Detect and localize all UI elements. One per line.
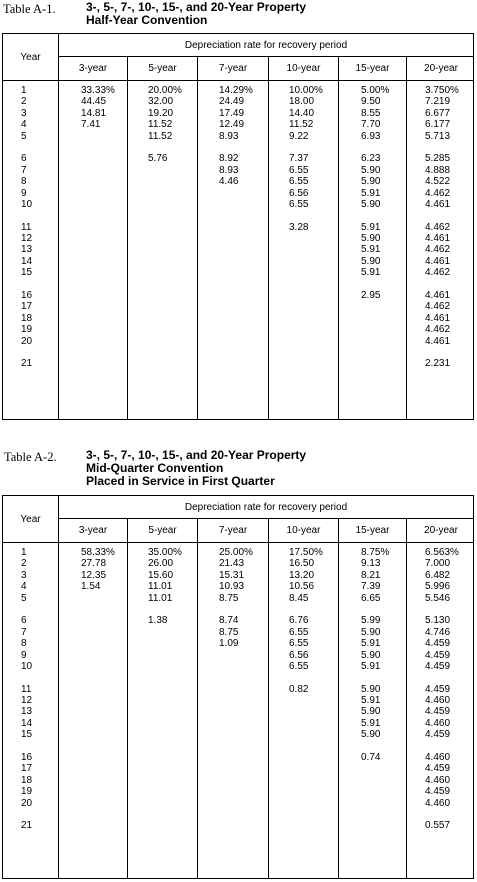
rate-cell-15-year: 5.91: [361, 661, 381, 673]
rate-cell-20-year: 4.462: [425, 267, 451, 279]
rate-cell-10-year: 6.76: [289, 615, 309, 627]
rate-cell-7-year: 4.46: [219, 176, 239, 188]
rate-cell-20-year: 4.462: [425, 221, 451, 233]
table-a2-caption: [0, 447, 477, 494]
year-cell: 1: [21, 85, 27, 96]
table-row: [3, 786, 473, 797]
year-cell: 3: [21, 569, 27, 581]
rate-cell-20-year: 5.996: [425, 581, 451, 593]
year-cell: 15: [21, 267, 33, 279]
rate-cell-10-year: 6.55: [289, 176, 309, 188]
year-cell: 13: [21, 244, 33, 256]
rate-cell-10-year: 7.37: [289, 153, 309, 165]
rate-cell-20-year: 4.746: [425, 626, 451, 638]
rate-cell-5-year: 1.38: [148, 615, 168, 627]
year-cell: 17: [21, 763, 33, 775]
year-cell: 10: [21, 661, 33, 673]
table-row: [3, 593, 473, 604]
period-header-15-year: 15-year: [339, 519, 407, 542]
table-row: [3, 775, 473, 786]
rate-cell-5-year: 32.00: [148, 96, 174, 108]
table-row: [3, 729, 473, 740]
rate-cell-15-year: 6.23: [361, 153, 381, 165]
year-column-header: Year: [3, 496, 59, 543]
rate-cell-15-year: 0.74: [361, 751, 381, 763]
rate-cell-15-year: 5.91: [361, 638, 381, 650]
rate-cell-15-year: 5.90: [361, 164, 381, 176]
rate-cell-20-year: 5.130: [425, 615, 451, 627]
year-cell: 8: [21, 638, 27, 650]
rate-cell-20-year: 4.459: [425, 649, 451, 661]
period-header-7-year: 7-year: [198, 57, 269, 80]
table-a2-body: [3, 543, 473, 878]
rate-cell-5-year: 19.20: [148, 107, 174, 119]
rate-cell-15-year: 5.99: [361, 615, 381, 627]
rate-cell-10-year: 10.56: [289, 581, 315, 593]
table-a1-title-line: Half-Year Convention: [86, 13, 208, 28]
rate-cell-15-year: 5.91: [361, 221, 381, 233]
table-a1-title-line: 3-, 5-, 7-, 10-, 15-, and 20-Year Property: [86, 0, 307, 14]
rate-cell-7-year: 8.93: [219, 130, 239, 142]
rate-cell-15-year: 7.39: [361, 581, 381, 593]
table-row: [3, 820, 473, 831]
table-row: [3, 763, 473, 774]
rate-cell-20-year: 4.460: [425, 694, 451, 706]
table-row: [3, 695, 473, 706]
table-row: [3, 119, 473, 130]
table-row: [3, 684, 473, 695]
year-column-header: Year: [3, 34, 59, 81]
rate-cell-10-year: 10.00%: [289, 85, 323, 96]
rate-cell-15-year: 5.91: [361, 187, 381, 199]
rate-cell-15-year: 9.13: [361, 558, 381, 570]
rate-cell-15-year: 6.93: [361, 130, 381, 142]
rate-cell-15-year: 6.65: [361, 592, 381, 604]
table-row: [3, 108, 473, 119]
table-row: [3, 638, 473, 649]
rate-header: Depreciation rate for recovery period: [59, 34, 473, 57]
period-header-7-year: 7-year: [198, 519, 269, 542]
year-cell: 11: [21, 683, 32, 695]
rate-cell-20-year: 4.462: [425, 324, 451, 336]
rate-cell-20-year: 3.750%: [425, 85, 459, 96]
rate-cell-15-year: 5.90: [361, 176, 381, 188]
rate-cell-15-year: 5.91: [361, 244, 381, 256]
rate-cell-10-year: 13.20: [289, 569, 315, 581]
year-cell: 13: [21, 706, 33, 718]
period-header-15-year: 15-year: [339, 57, 407, 80]
rate-cell-20-year: 4.460: [425, 797, 451, 809]
table-a1-section: [0, 0, 477, 369]
rate-cell-3-year: 44.45: [81, 96, 107, 108]
period-header-3-year: 3-year: [59, 57, 128, 80]
period-header-20-year: 20-year: [424, 63, 458, 74]
rate-cell-5-year: 5.76: [148, 153, 168, 165]
table-row: [3, 627, 473, 638]
rate-cell-20-year: 4.459: [425, 706, 451, 718]
rate-cell-20-year: 4.460: [425, 751, 451, 763]
rate-cell-10-year: 16.50: [289, 558, 315, 570]
rate-cell-20-year: 6.177: [425, 119, 451, 131]
year-cell: 5: [21, 592, 27, 604]
rate-cell-20-year: 4.522: [425, 176, 451, 188]
table-row: [3, 661, 473, 672]
table-a2-title-line: 3-, 5-, 7-, 10-, 15-, and 20-Year Property: [86, 448, 307, 462]
rate-cell-10-year: 6.56: [289, 187, 309, 199]
year-cell: 5: [21, 130, 27, 142]
table-row: [3, 718, 473, 729]
rate-cell-7-year: 8.92: [219, 153, 239, 165]
rate-cell-10-year: 6.56: [289, 649, 309, 661]
rate-cell-7-year: 12.49: [219, 119, 245, 131]
year-cell: 21: [21, 358, 33, 369]
rate-cell-10-year: 6.55: [289, 626, 309, 638]
rate-cell-20-year: 0.557: [425, 820, 451, 831]
rate-cell-15-year: 5.90: [361, 232, 381, 244]
rate-cell-20-year: 5.285: [425, 153, 451, 165]
year-cell: 16: [21, 751, 33, 763]
rate-cell-15-year: 5.90: [361, 706, 381, 718]
rate-cell-20-year: 4.461: [425, 255, 451, 267]
year-cell: 4: [21, 581, 27, 593]
table-row: [3, 547, 473, 558]
year-cell: 7: [21, 164, 27, 176]
rate-cell-20-year: 7.000: [425, 558, 451, 570]
year-cell: 20: [21, 797, 33, 809]
rate-cell-7-year: 14.29%: [219, 85, 253, 96]
rate-cell-20-year: 4.461: [425, 335, 451, 347]
table-row: [3, 188, 473, 199]
year-cell: 9: [21, 649, 27, 661]
table-row: [3, 199, 473, 210]
rate-cell-20-year: 4.462: [425, 301, 451, 313]
table-row: [3, 570, 473, 581]
table-row: [3, 752, 473, 763]
rate-cell-10-year: 14.40: [289, 107, 315, 119]
year-cell: 14: [21, 717, 33, 729]
rate-cell-20-year: 4.459: [425, 786, 451, 798]
rate-cell-15-year: 5.00%: [361, 85, 390, 96]
rate-cell-3-year: 33.33%: [81, 85, 115, 96]
rate-cell-5-year: 11.01: [148, 592, 173, 604]
rate-cell-10-year: 9.22: [289, 130, 309, 142]
rate-header: Depreciation rate for recovery period: [59, 496, 473, 519]
rate-cell-5-year: 11.52: [148, 119, 173, 131]
table-row: [3, 267, 473, 278]
table-row: [3, 222, 473, 233]
year-cell: 19: [21, 324, 33, 336]
rate-cell-7-year: 24.49: [219, 96, 245, 108]
rate-cell-20-year: 5.546: [425, 592, 451, 604]
rate-cell-20-year: 2.231: [425, 358, 451, 369]
table-row: [3, 131, 473, 142]
year-cell: 17: [21, 301, 33, 313]
year-cell: 8: [21, 176, 27, 188]
rate-cell-20-year: 7.219: [425, 96, 451, 108]
year-cell: 1: [21, 547, 27, 558]
period-header-5-year: 5-year: [128, 519, 198, 542]
rate-cell-20-year: 6.677: [425, 107, 451, 119]
rate-cell-20-year: 4.462: [425, 244, 451, 256]
rate-cell-5-year: 35.00%: [148, 547, 182, 558]
table-row: [3, 615, 473, 626]
rate-cell-7-year: 8.75: [219, 592, 239, 604]
year-cell: 2: [21, 96, 27, 108]
table-a1-caption: [0, 0, 477, 32]
rate-cell-20-year: 4.459: [425, 638, 451, 650]
rate-cell-10-year: 11.52: [289, 119, 314, 131]
rate-cell-20-year: 4.461: [425, 289, 451, 301]
table-a1-body: [3, 81, 473, 419]
rate-cell-7-year: 15.31: [219, 569, 245, 581]
rate-cell-10-year: 6.55: [289, 164, 309, 176]
year-cell: 3: [21, 107, 27, 119]
rate-cell-20-year: 4.459: [425, 683, 451, 695]
table-row: [3, 336, 473, 347]
rate-cell-20-year: 4.459: [425, 763, 451, 775]
year-cell: 11: [21, 221, 32, 233]
rate-cell-20-year: 6.563%: [425, 547, 459, 558]
year-cell: 18: [21, 312, 33, 324]
rate-cell-20-year: 6.482: [425, 569, 451, 581]
year-cell: 12: [21, 694, 33, 706]
table-row: [3, 558, 473, 569]
table-row: [3, 798, 473, 809]
rate-cell-5-year: 15.60: [148, 569, 174, 581]
rate-cell-10-year: 18.00: [289, 96, 315, 108]
rate-cell-10-year: 0.82: [289, 683, 309, 695]
rate-cell-7-year: 21.43: [219, 558, 245, 570]
rate-cell-3-year: 58.33%: [81, 547, 115, 558]
rate-cell-10-year: 17.50%: [289, 547, 323, 558]
rate-cell-10-year: 6.55: [289, 661, 309, 673]
table-row: [3, 706, 473, 717]
rate-cell-15-year: 5.91: [361, 694, 381, 706]
rate-cell-7-year: 8.74: [219, 615, 239, 627]
rate-cell-15-year: 5.91: [361, 717, 381, 729]
rate-cell-7-year: 25.00%: [219, 547, 253, 558]
period-header-10-year: 10-year: [269, 57, 339, 80]
rate-cell-20-year: 4.888: [425, 164, 451, 176]
rate-cell-3-year: 12.35: [81, 569, 107, 581]
year-cell: 6: [21, 615, 27, 627]
rate-cell-15-year: 8.55: [361, 107, 381, 119]
rate-cell-5-year: 11.52: [148, 130, 173, 142]
period-header-row: [59, 57, 473, 81]
rate-cell-15-year: 5.90: [361, 683, 381, 695]
table-row: [3, 256, 473, 267]
rate-cell-7-year: 1.09: [219, 638, 239, 650]
table-row: [3, 233, 473, 244]
table-row: [3, 290, 473, 301]
rate-cell-15-year: 5.90: [361, 255, 381, 267]
rate-cell-15-year: 8.21: [361, 569, 381, 581]
table-row: [3, 313, 473, 324]
rate-cell-10-year: 3.28: [289, 221, 309, 233]
rate-cell-15-year: 2.95: [361, 289, 381, 301]
rate-cell-20-year: 4.461: [425, 232, 451, 244]
year-cell: 16: [21, 289, 33, 301]
rate-cell-15-year: 7.70: [361, 119, 381, 131]
year-cell: 4: [21, 119, 27, 131]
rate-cell-3-year: 1.54: [81, 581, 101, 593]
rate-cell-15-year: 5.90: [361, 649, 381, 661]
table-a2-title: [86, 449, 306, 489]
table-a2-label: Table A-2.: [4, 450, 57, 464]
table-row: [3, 650, 473, 661]
year-cell: 20: [21, 335, 33, 347]
year-cell: 2: [21, 558, 27, 570]
rate-cell-10-year: 8.45: [289, 592, 309, 604]
rate-cell-20-year: 4.460: [425, 717, 451, 729]
rate-cell-20-year: 5.713: [425, 130, 451, 142]
table-row: [3, 358, 473, 369]
year-cell: 10: [21, 199, 33, 211]
rate-cell-20-year: 4.461: [425, 312, 451, 324]
table-row: [3, 244, 473, 255]
table-row: [3, 153, 473, 164]
rate-cell-7-year: 8.93: [219, 164, 239, 176]
rate-cell-7-year: 8.75: [219, 626, 239, 638]
rate-cell-3-year: 7.41: [81, 119, 101, 131]
rate-cell-15-year: 9.50: [361, 96, 381, 108]
table-row: [3, 96, 473, 107]
year-cell: 14: [21, 255, 33, 267]
rate-cell-10-year: 6.55: [289, 638, 309, 650]
rate-cell-7-year: 17.49: [219, 107, 245, 119]
period-header-5-year: 5-year: [128, 57, 198, 80]
year-cell: 15: [21, 729, 33, 741]
rate-cell-15-year: 5.90: [361, 729, 381, 741]
rate-cell-15-year: 8.75%: [361, 547, 390, 558]
period-header-20-year: 20-year: [424, 525, 458, 536]
period-header-10-year: 10-year: [269, 519, 339, 542]
table-a2-title-line: Mid-Quarter Convention: [86, 461, 224, 476]
rate-cell-5-year: 11.01: [148, 581, 173, 593]
year-cell: 6: [21, 153, 27, 165]
rate-cell-5-year: 20.00%: [148, 85, 182, 96]
table-row: [3, 301, 473, 312]
year-cell: 7: [21, 626, 27, 638]
year-cell: 9: [21, 187, 27, 199]
year-cell: 19: [21, 786, 33, 798]
rate-cell-20-year: 4.462: [425, 187, 451, 199]
table-a2-grid: [2, 495, 474, 879]
rate-cell-10-year: 6.55: [289, 199, 309, 211]
year-cell: 21: [21, 820, 33, 831]
rate-cell-3-year: 27.78: [81, 558, 107, 570]
rate-cell-20-year: 4.460: [425, 774, 451, 786]
rate-cell-20-year: 4.459: [425, 729, 451, 741]
table-row: [3, 324, 473, 335]
table-row: [3, 165, 473, 176]
rate-cell-15-year: 5.91: [361, 267, 381, 279]
table-a2-title-line: Placed in Service in First Quarter: [86, 474, 275, 489]
table-a1-title: [86, 1, 306, 27]
table-row: [3, 85, 473, 96]
rate-cell-20-year: 4.459: [425, 661, 451, 673]
rate-cell-5-year: 26.00: [148, 558, 174, 570]
table-a1-grid: [2, 33, 474, 420]
rate-cell-3-year: 14.81: [81, 107, 107, 119]
table-row: [3, 581, 473, 592]
rate-cell-7-year: 10.93: [219, 581, 245, 593]
table-a1-label: Table A-1.: [3, 2, 56, 16]
period-header-3-year: 3-year: [59, 519, 128, 542]
year-cell: 12: [21, 232, 33, 244]
rate-cell-20-year: 4.461: [425, 199, 451, 211]
table-row: [3, 176, 473, 187]
table-a2-section: [0, 447, 477, 831]
rate-cell-15-year: 5.90: [361, 626, 381, 638]
period-header-row: [59, 519, 473, 543]
year-cell: 18: [21, 774, 33, 786]
rate-cell-15-year: 5.90: [361, 199, 381, 211]
